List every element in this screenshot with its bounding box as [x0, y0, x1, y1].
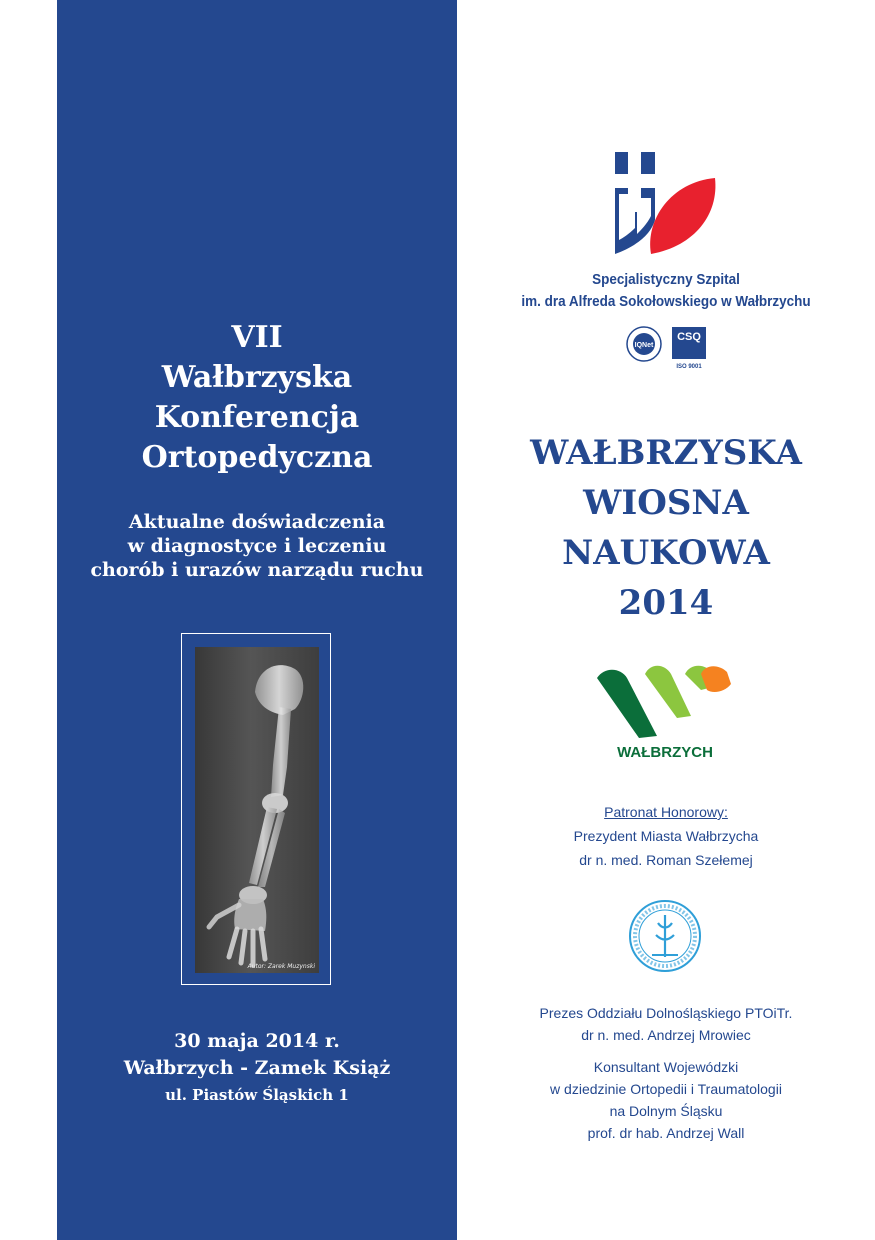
officials-group-regional-president	[457, 1002, 875, 1046]
left-panel	[57, 0, 457, 1240]
title-line: Ortopedyczna	[141, 440, 373, 475]
ptoitr-society-logo	[628, 899, 702, 973]
subtitle-line: w diagnostyce i leczeniu	[127, 535, 387, 557]
xray-arm-drawing	[195, 647, 319, 973]
walbrzych-city-logo	[595, 656, 735, 766]
officials-group-consultant	[457, 1056, 875, 1144]
hospital-logo	[611, 150, 719, 260]
patron-line: Prezydent Miasta Wałbrzycha	[573, 828, 759, 844]
certification-logos	[622, 324, 712, 370]
main-title-line: NAUKOWA	[562, 533, 770, 573]
right-panel	[457, 0, 875, 1240]
main-title-line: 2014	[618, 583, 714, 623]
official-line: prof. dr hab. Andrzej Wall	[587, 1125, 745, 1141]
officials	[457, 1002, 875, 1144]
patron-line: dr n. med. Roman Szełemej	[579, 852, 753, 868]
xray-arm-image	[195, 647, 319, 973]
official-line: w dziedzinie Ortopedii i Traumatologii	[550, 1081, 782, 1097]
xray-frame	[181, 633, 331, 985]
csq-label: CSQ	[677, 331, 701, 343]
main-title-line: WAŁBRZYSKA	[530, 433, 802, 473]
event-address: ul. Piastów Śląskich 1	[165, 1086, 349, 1104]
event-info	[57, 1028, 457, 1108]
xray-author-caption: Autor: Zarek Muzynski	[247, 963, 315, 970]
main-title	[457, 428, 875, 628]
title-line: Konferencja	[154, 400, 360, 435]
official-line: Prezes Oddziału Dolnośląskiego PTOiTr.	[539, 1005, 793, 1021]
hospital-cross-leaf-icon	[611, 150, 719, 260]
iqnet-label: IQNet	[634, 342, 654, 349]
honorary-patronage	[457, 800, 875, 872]
patronage-heading: Patronat Honorowy:	[604, 804, 728, 820]
event-place: Wałbrzych - Zamek Książ	[123, 1057, 391, 1079]
conference-subtitle	[57, 510, 457, 582]
iso-label: ISO 9001	[676, 364, 702, 370]
hospital-name-line: im. dra Alfreda Sokołowskiego w Wałbrzychu	[521, 293, 811, 310]
city-brush-strokes-icon	[595, 656, 735, 740]
subtitle-line: chorób i urazów narządu ruchu	[90, 559, 424, 581]
event-date: 30 maja 2014 r.	[174, 1030, 340, 1052]
hospital-name	[478, 269, 854, 313]
subtitle-line: Aktualne doświadczenia	[128, 511, 386, 533]
orthopedic-society-seal-icon	[628, 899, 702, 973]
title-line: Wałbrzyska	[161, 360, 353, 395]
title-line: VII	[231, 320, 283, 355]
official-line: na Dolnym Śląsku	[609, 1103, 723, 1119]
city-logo-text: WAŁBRZYCH	[617, 744, 713, 761]
main-title-line: WIOSNA	[583, 483, 749, 523]
conference-title	[57, 318, 457, 478]
hospital-name-line: Specjalistyczny Szpital	[592, 271, 740, 288]
official-line: Konsultant Wojewódzki	[593, 1059, 739, 1075]
official-line: dr n. med. Andrzej Mrowiec	[581, 1027, 751, 1043]
iso-certification-icon	[622, 324, 712, 370]
